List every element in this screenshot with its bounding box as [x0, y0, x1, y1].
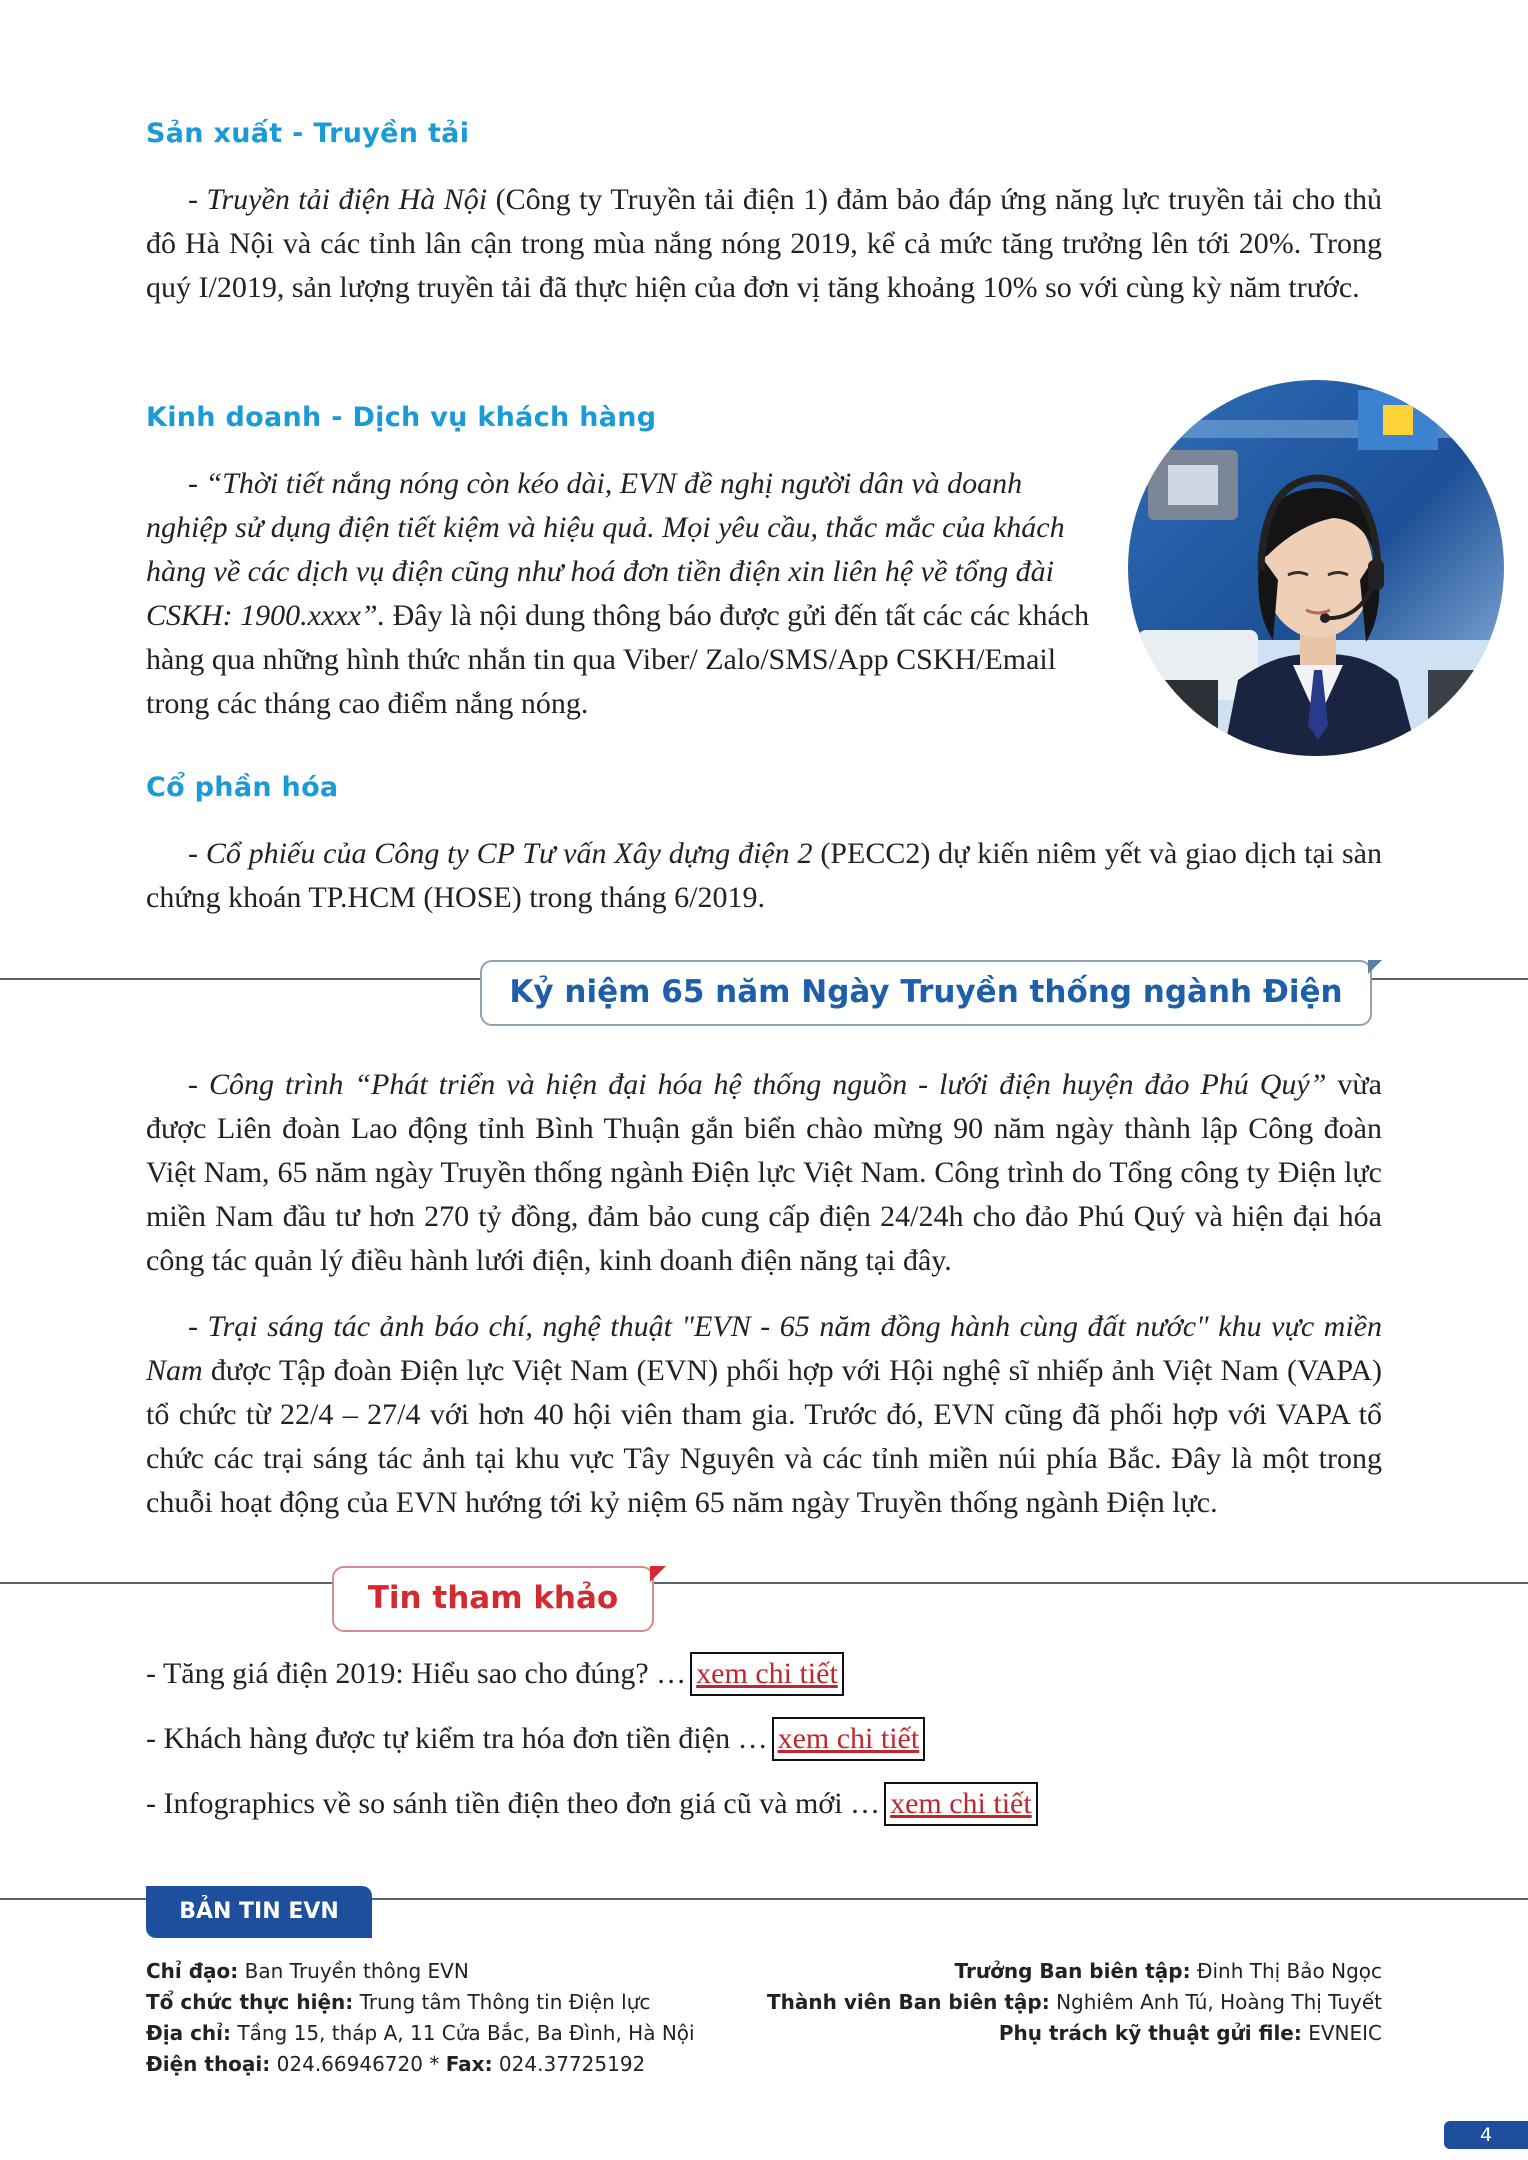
paragraph-text: Đây là nội dung thông báo được gửi đến tất các các khách hàng qua những hình thức nhắn tin qua Viber/ Zalo/SMS/App CSKH/Email trong các tháng cao điểm nắng nóng.: [146, 599, 1090, 720]
paragraph-anniversary: [146, 1063, 1382, 1525]
footer-value: Đinh Thị Bảo Ngọc: [1190, 1959, 1382, 1983]
footer-label: Điện thoại:: [146, 2052, 271, 2076]
footer-value: Ban Truyền thông EVN: [238, 1959, 469, 1983]
footer-line: [146, 1956, 695, 1987]
section-title-business: Kinh doanh - Dịch vụ khách hàng: [146, 402, 657, 433]
paragraph-lead: - Công trình “Phát triển và hiện đại hóa hệ thống nguồn - lưới điện huyện đảo Phú Quý”: [188, 1068, 1327, 1101]
divider-references: [0, 1582, 1528, 1584]
footer-line: [146, 2018, 695, 2049]
footer-label: Tổ chức thực hiện:: [146, 1990, 354, 2014]
references-banner: Tin tham khảo: [332, 1566, 654, 1632]
footer-line: [767, 1956, 1382, 1987]
banner-corner-icon: [650, 1566, 666, 1582]
footer-line: [767, 2018, 1382, 2049]
footer-credits-left: [146, 1956, 695, 2080]
anniversary-banner: Kỷ niệm 65 năm Ngày Truyền thống ngành Điện: [480, 960, 1372, 1026]
paragraph-lead: - Cổ phiếu của Công ty CP Tư vấn Xây dựng điện 2: [188, 837, 813, 870]
page-number: 4: [1444, 2121, 1528, 2149]
footer-value: Nghiêm Anh Tú, Hoàng Thị Tuyết: [1049, 1990, 1382, 2014]
footer-value: EVNEIC: [1301, 2021, 1382, 2045]
paragraph-text: vừa được Liên đoàn Lao động tỉnh Bình Thuận gắn biển chào mừng 90 năm ngày thành lập Công đoàn Việt Nam, 65 năm ngày Truyền thống ngành Điện lực Việt Nam. Công trình do Tổng công ty Điện lực miền Nam đầu tư hơn 270 tỷ đồng, đảm bảo cung cấp điện 24/24h cho đảo Phú Quý và hiện đại hóa công tác quản lý điều hành lưới điện, kinh doanh điện năng tại đây.: [146, 1068, 1383, 1277]
reference-text: - Khách hàng được tự kiểm tra hóa đơn tiền điện …: [146, 1722, 768, 1755]
paragraph-lead: - Trại sáng tác ảnh báo chí, nghệ thuật "EVN - 65 năm đồng hành cùng đất nước" khu vực miền Nam: [146, 1310, 1382, 1387]
footer-value: 024.66946720 *: [270, 2052, 446, 2076]
paragraph-text: được Tập đoàn Điện lực Việt Nam (EVN) phối hợp với Hội nghệ sĩ nhiếp ảnh Việt Nam (VAPA) tổ chức từ 22/4 – 27/4 với hơn 40 hội viên tham gia. Trước đó, EVN cũng đã phối hợp với VAPA tổ chức các trại sáng tác ảnh tại khu vực Tây Nguyên và các tỉnh miền núi phía Bắc. Đây là một trong chuỗi hoạt động của EVN hướng tới kỷ niệm 65 năm ngày Truyền thống ngành Điện lực.: [146, 1354, 1382, 1519]
footer-line: [146, 1987, 695, 2018]
paragraph-text: (PECC2) dự kiến niêm yết và giao dịch tại sàn chứng khoán TP.HCM (HOSE) trong tháng 6/2019.: [146, 837, 1382, 914]
banner-corner-icon: [1368, 960, 1382, 974]
paragraph-equitization: [146, 832, 1382, 920]
reference-text: - Infographics về so sánh tiền điện theo đơn giá cũ và mới …: [146, 1787, 881, 1820]
section-title-equitization: Cổ phần hóa: [146, 772, 339, 803]
footer-value: Trung tâm Thông tin Điện lực: [353, 1990, 651, 2014]
footer-label: Thành viên Ban biên tập:: [767, 1990, 1050, 2014]
footer-value: Tầng 15, tháp A, 11 Cửa Bắc, Ba Đình, Hà Nội: [231, 2021, 695, 2045]
view-detail-link[interactable]: xem chi tiết: [772, 1717, 926, 1761]
newsletter-badge: BẢN TIN EVN: [146, 1886, 372, 1938]
paragraph-lead: - Truyền tải điện Hà Nội: [188, 183, 488, 216]
footer-label: Chỉ đạo:: [146, 1959, 239, 1983]
paragraph-business: [146, 462, 1101, 726]
footer-value: 024.37725192: [492, 2052, 646, 2076]
operator-illustration: [1128, 380, 1504, 756]
footer-line: [146, 2049, 695, 2080]
view-detail-link[interactable]: xem chi tiết: [690, 1652, 844, 1696]
customer-service-photo: [1128, 380, 1504, 756]
section-title-production: Sản xuất - Truyền tải: [146, 118, 470, 149]
footer-line: [767, 1987, 1382, 2018]
reference-text: - Tăng giá điện 2019: Hiểu sao cho đúng? …: [146, 1657, 687, 1690]
reference-item: [146, 1717, 925, 1761]
paragraph-text: (Công ty Truyền tải điện 1) đảm bảo đáp ứng năng lực truyền tải cho thủ đô Hà Nội và các tỉnh lân cận trong mùa nắng nóng 2019, kể cả mức tăng trưởng lên tới 20%. Trong quý I/2019, sản lượng truyền tải đã thực hiện của đơn vị tăng khoảng 10% so với cùng kỳ năm trước.: [146, 183, 1382, 304]
reference-item: [146, 1652, 844, 1696]
footer-credits-right: [767, 1956, 1382, 2049]
footer-label: Fax:: [445, 2052, 493, 2076]
reference-item: [146, 1782, 1038, 1826]
footer-label: Trưởng Ban biên tập:: [954, 1959, 1191, 1983]
paragraph-production: [146, 178, 1382, 310]
footer-label: Địa chỉ:: [146, 2021, 232, 2045]
view-detail-link[interactable]: xem chi tiết: [884, 1782, 1038, 1826]
paragraph-lead: - “Thời tiết nắng nóng còn kéo dài, EVN đề nghị người dân và doanh nghiệp sử dụng điện tiết kiệm và hiệu quả. Mọi yêu cầu, thắc mắc của khách hàng về các dịch vụ điện cũng như hoá đơn tiền điện xin liên hệ về tổng đài CSKH: 1900.xxxx”.: [146, 467, 1065, 632]
footer-label: Phụ trách kỹ thuật gửi file:: [998, 2021, 1302, 2045]
